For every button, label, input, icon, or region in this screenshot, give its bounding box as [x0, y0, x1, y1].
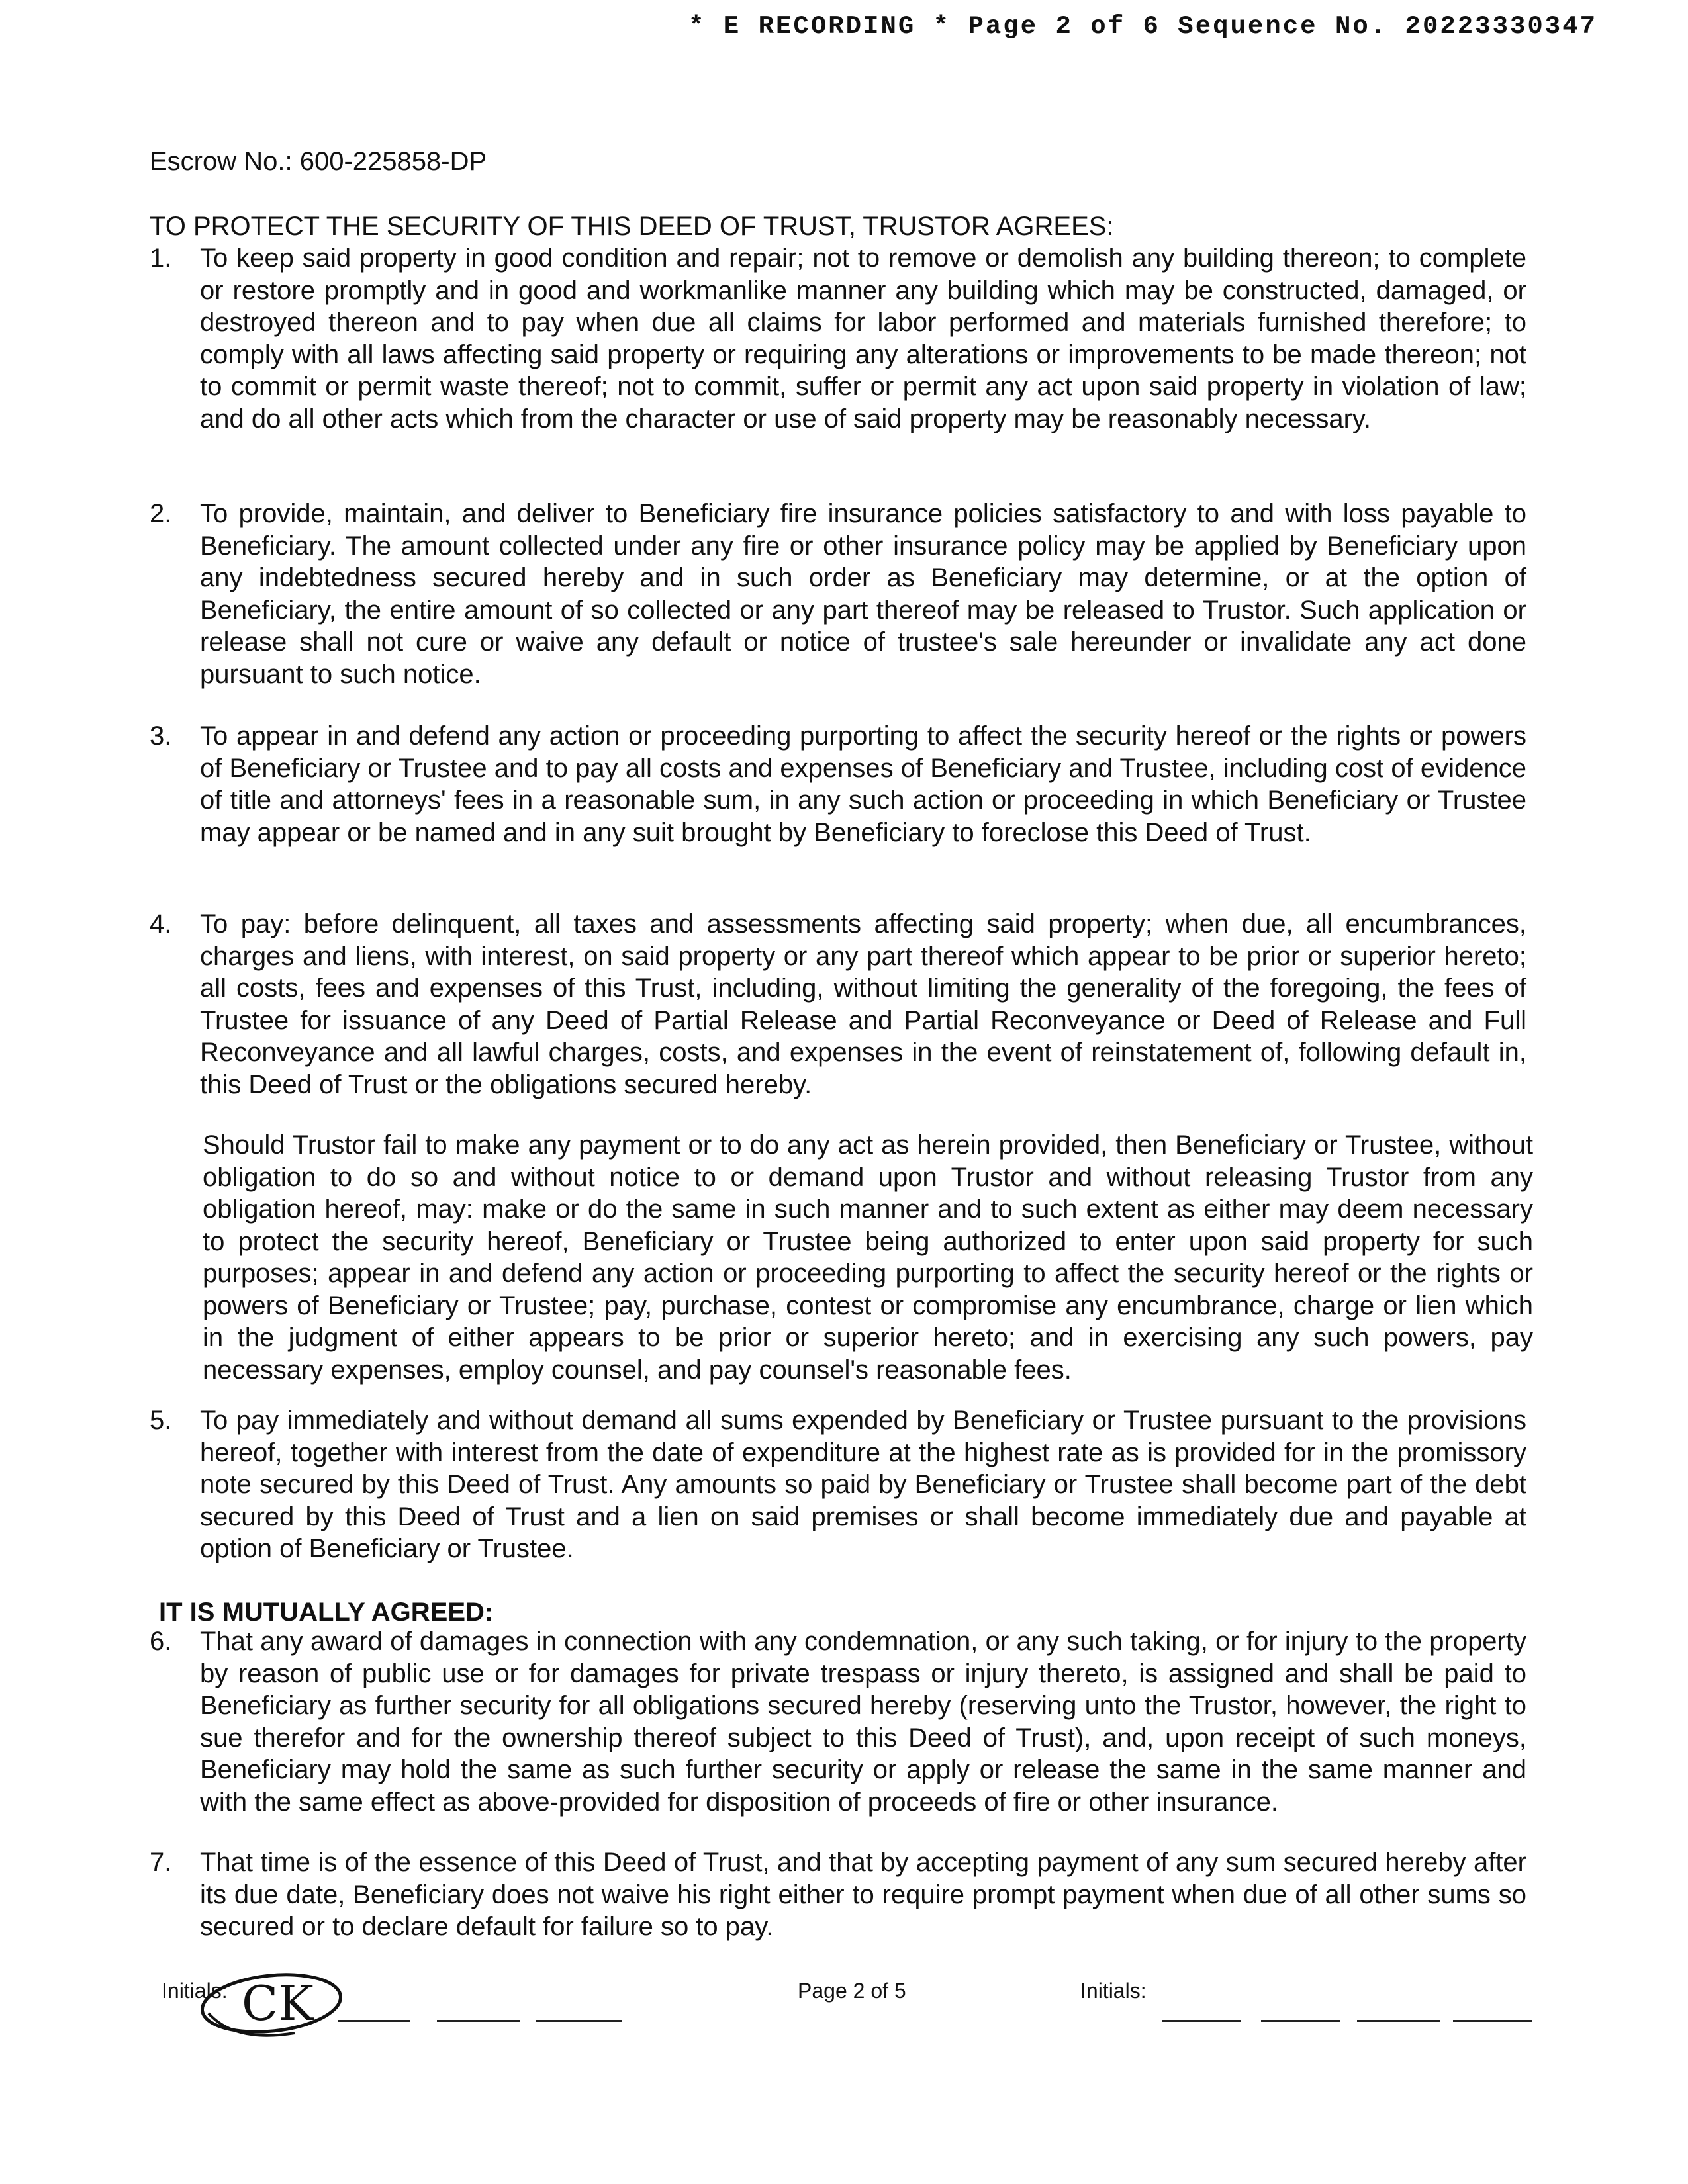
clause-item [150, 1404, 1526, 1565]
clause-text: To pay: before delinquent, all taxes and assessments affecting said property; when due, all encumbrances, charges and liens, with interest, on said property or any part thereof which appear to be prior or superior hereto; all costs, fees and expenses of this Trust, including, without limiting the generality of the foregoing, the fees of Trustee for issuance of any Deed of Partial Release and Partial Reconveyance or Deed of Release and Full Reconveyance and all lawful charges, costs, and expenses in the event of reinstatement of, following default in, this Deed of Trust or the obligations secured hereby. [200, 909, 1526, 1099]
clause-number: 7. [150, 1848, 172, 1877]
page-number: Page 2 of 5 [798, 1979, 906, 2003]
initials-line [1357, 2020, 1440, 2022]
clause-text: To appear in and defend any action or proceeding purporting to affect the security hereof or the rights or powers of Beneficiary or Trustee and to pay all costs and expenses of Beneficiary and Trustee, including cost of evidence of title and attorneys' fees in a reasonable sum, in any such action or proceeding in which Beneficiary or Trustee may appear or be named and in any suit brought by Beneficiary to foreclose this Deed of Trust. [200, 721, 1526, 847]
clause-item [150, 1846, 1526, 1943]
initials-line [437, 2020, 520, 2022]
clause-4-paragraph: Should Trustor fail to make any payment or to do any act as herein provided, then Beneficiary or Trustee, without obligation to do so and without notice to or demand upon Trustor and without releasing Trustor from any obligation hereof, may: make or do the same in such manner and to such extent as either may deem necessary to protect the security hereof, Beneficiary or Trustee being authorized to enter upon said property for such purposes; appear in and defend any action or proceeding purporting to affect the security hereof or the rights or powers of Beneficiary or Trustee; pay, purchase, contest or compromise any encumbrance, charge or lien which in the judgment of either appears to be prior or superior hereto; and in exercising any such powers, pay necessary expenses, employ counsel, and pay counsel's reasonable fees. [203, 1130, 1533, 1385]
clause-text: That any award of damages in connection with any condemnation, or any such taking, or for injury to the property by reason of public use or for damages for private trespass or injury thereto, is assigned and shall be paid to Beneficiary as further security for all obligations secured hereby (reserving unto the Trustor, however, the right to sue therefor and for the ownership thereof subject to this Deed of Trust), and, upon receipt of such moneys, Beneficiary may hold the same as such further security or apply or release the same in the same manner and with the same effect as above-provided for disposition of proceeds of fire or other insurance. [200, 1627, 1526, 1817]
initials-line [1453, 2020, 1532, 2022]
initials-text: CK [242, 1976, 314, 2031]
handwritten-initials-signature [195, 1967, 348, 2046]
initials-line [338, 2020, 410, 2022]
clause-number: 6. [150, 1627, 172, 1656]
clause-text: That time is of the essence of this Deed of Trust, and that by accepting payment of any sum secured hereby after its due date, Beneficiary does not waive his right either to require prompt payment when due of all other sums so secured or to declare default for failure so to pay. [200, 1848, 1526, 1941]
clause-number: 1. [150, 244, 172, 273]
escrow-number: Escrow No.: 600-225858-DP [150, 147, 487, 176]
recording-header: * E RECORDING * Page 2 of 6 Sequence No. 20223330347 [688, 12, 1597, 41]
clause-item [150, 720, 1526, 848]
clause-item [150, 1625, 1526, 1818]
heading-mutually-agreed: IT IS MUTUALLY AGREED: [159, 1598, 494, 1627]
clause-number: 4. [150, 909, 172, 938]
initials-line [1261, 2020, 1340, 2022]
clause-item [150, 242, 1526, 435]
initials-line [1162, 2020, 1241, 2022]
clause-text: To pay immediately and without demand all sums expended by Beneficiary or Trustee pursuant to the provisions hereof, together with interest from the date of expenditure at the highest rate as is provided for in the promissory note secured by this Deed of Trust. Any amounts so paid by Beneficiary or Trustee shall become part of the debt secured by this Deed of Trust and a lien on said premises or shall become immediately due and payable at option of Beneficiary or Trustee. [200, 1406, 1526, 1563]
clause-item [150, 908, 1526, 1101]
clause-item [150, 498, 1526, 690]
clause-number: 2. [150, 499, 172, 528]
initials-line [536, 2020, 622, 2022]
initials-left-label: Initials: [162, 1979, 228, 2003]
clause-text: To keep said property in good condition and repair; not to remove or demolish any building thereon; to complete or restore promptly and in good and workmanlike manner any building which may be constructed, damaged, or destroyed thereon and to pay when due all claims for labor performed and materials furnished therefore; to comply with all laws affecting said property or requiring any alterations or improvements to be made thereon; not to commit or permit waste thereof; not to commit, suffer or permit any act upon said property in violation of law; and do all other acts which from the character or use of said property may be reasonably necessary. [200, 244, 1526, 433]
clause-number: 3. [150, 721, 172, 751]
clause-number: 5. [150, 1406, 172, 1435]
heading-trustor-agrees: TO PROTECT THE SECURITY OF THIS DEED OF TRUST, TRUSTOR AGREES: [150, 212, 1114, 241]
initials-right-label: Initials: [1080, 1979, 1147, 2003]
clause-text: To provide, maintain, and deliver to Beneficiary fire insurance policies satisfactory to and with loss payable to Beneficiary. The amount collected under any fire or other insurance policy may be applied by Beneficiary upon any indebtedness secured hereby and in such order as Beneficiary may determine, or at the option of Beneficiary, the entire amount of so collected or any part thereof may be released to Trustor. Such application or release shall not cure or waive any default or notice of trustee's sale hereunder or invalidate any act done pursuant to such notice. [200, 499, 1526, 689]
